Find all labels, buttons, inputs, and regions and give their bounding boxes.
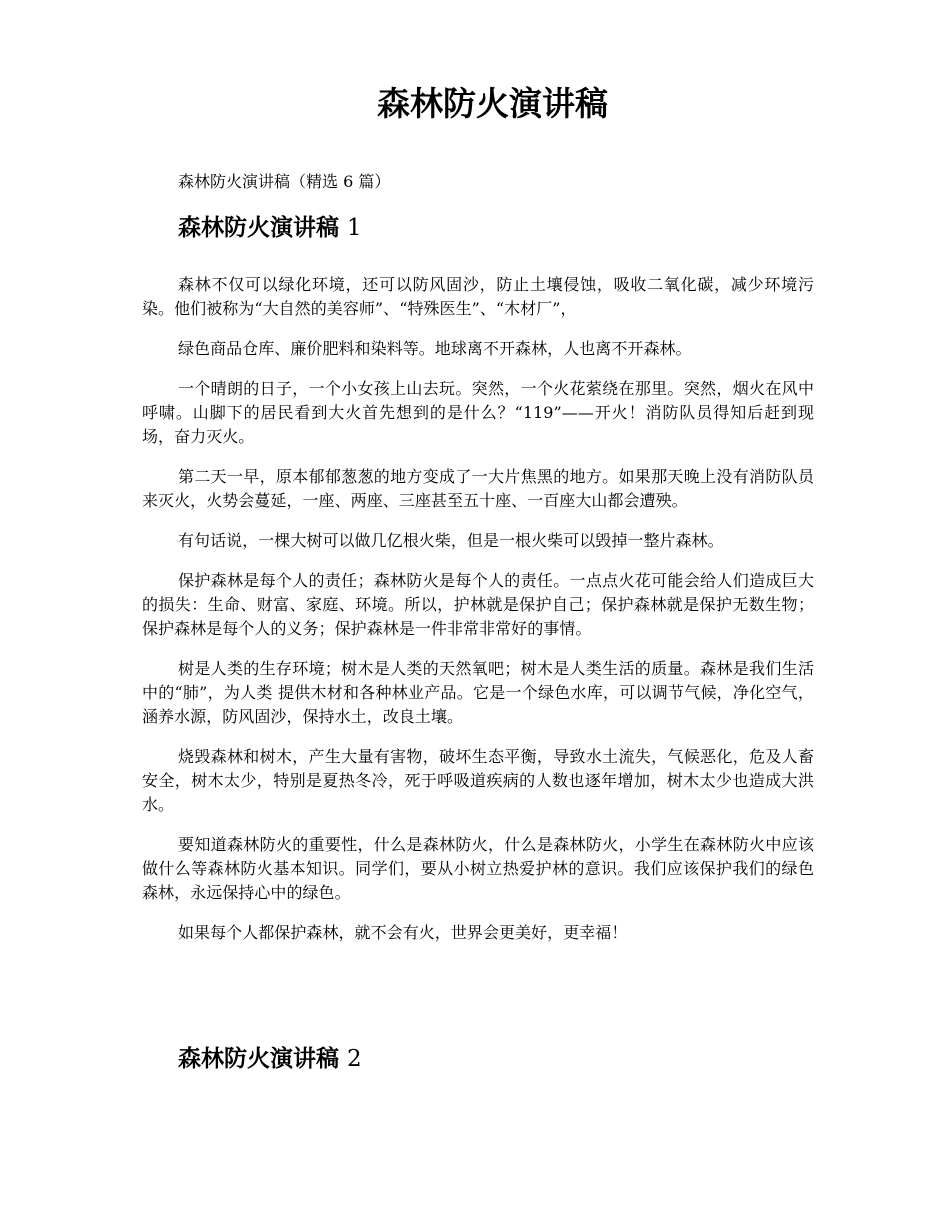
paragraph: 如果每个人都保护森林，就不会有火，世界会更美好，更幸福！ — [178, 923, 628, 942]
section-1-body — [142, 273, 814, 961]
paragraph: 第二天一早，原本郁郁葱葱的地方变成了一大片焦黑的地方。如果那天晚上没有消防队员来灭火，火势会蔓延，一座、两座、三座甚至五十座、一百座大山都会遭殃。 — [142, 467, 814, 510]
paragraph: 保护森林是每个人的责任；森林防火是每个人的责任。一点点火花可能会给人们造成巨大的损失：生命、财富、家庭、环境。所以，护林就是保护自己；保护森林就是保护无数生物；保护森林是每个人的义务；保护森林是一件非常非常好的事情。 — [142, 571, 814, 638]
section-heading-1 — [178, 212, 362, 244]
paragraph: 树是人类的生存环境；树木是人类的天然氧吧；树木是人类生活的质量。森林是我们生活中的“肺”，为人类 提供木材和各种林业产品。它是一个绿色水库，可以调节气候，净化空气，涵养水源，防风固沙，保持水土，改良土壤。 — [142, 659, 814, 726]
paragraph: 森林不仅可以绿化环境，还可以防风固沙，防止土壤侵蚀，吸收二氧化碳，减少环境污染。他们被称为“大自然的美容师”、“特殊医生”、“木材厂”， — [142, 275, 814, 318]
paragraph: 有句话说，一棵大树可以做几亿根火柴，但是一根火柴可以毁掉一整片森林。 — [178, 531, 724, 550]
section-heading-1-text: 森林防火演讲稿 — [178, 215, 339, 241]
paragraph: 一个晴朗的日子，一个小女孩上山去玩。突然，一个火花萦绕在那里。突然，烟火在风中呼啸。山脚下的居民看到大火首先想到的是什么？“119”——开火！消防队员得知后赶到现场，奋力灭火。 — [142, 379, 814, 446]
paragraph: 烧毁森林和树木，产生大量有害物，破坏生态平衡，导致水土流失，气候恶化，危及人畜安全，树木太少，特别是夏热冬冷，死于呼吸道疾病的人数也逐年增加，树木太少也造成大洪水。 — [142, 747, 814, 814]
paragraph: 要知道森林防火的重要性，什么是森林防火，什么是森林防火，小学生在森林防火中应该做什么等森林防火基本知识。同学们，要从小树立热爱护林的意识。我们应该保护我们的绿色森林，永远保持心中的绿色。 — [142, 835, 814, 902]
section-heading-1-number: 1 — [347, 215, 362, 241]
section-heading-2-number: 2 — [347, 1046, 362, 1072]
section-heading-2-text: 森林防火演讲稿 — [178, 1046, 339, 1072]
paragraph: 绿色商品仓库、廉价肥料和染料等。地球离不开森林，人也离不开森林。 — [178, 339, 692, 358]
section-heading-2 — [178, 1043, 362, 1075]
document-subtitle: 森林防火演讲稿（精选 6 篇） — [178, 172, 391, 191]
document-title: 森林防火演讲稿 — [377, 84, 608, 123]
